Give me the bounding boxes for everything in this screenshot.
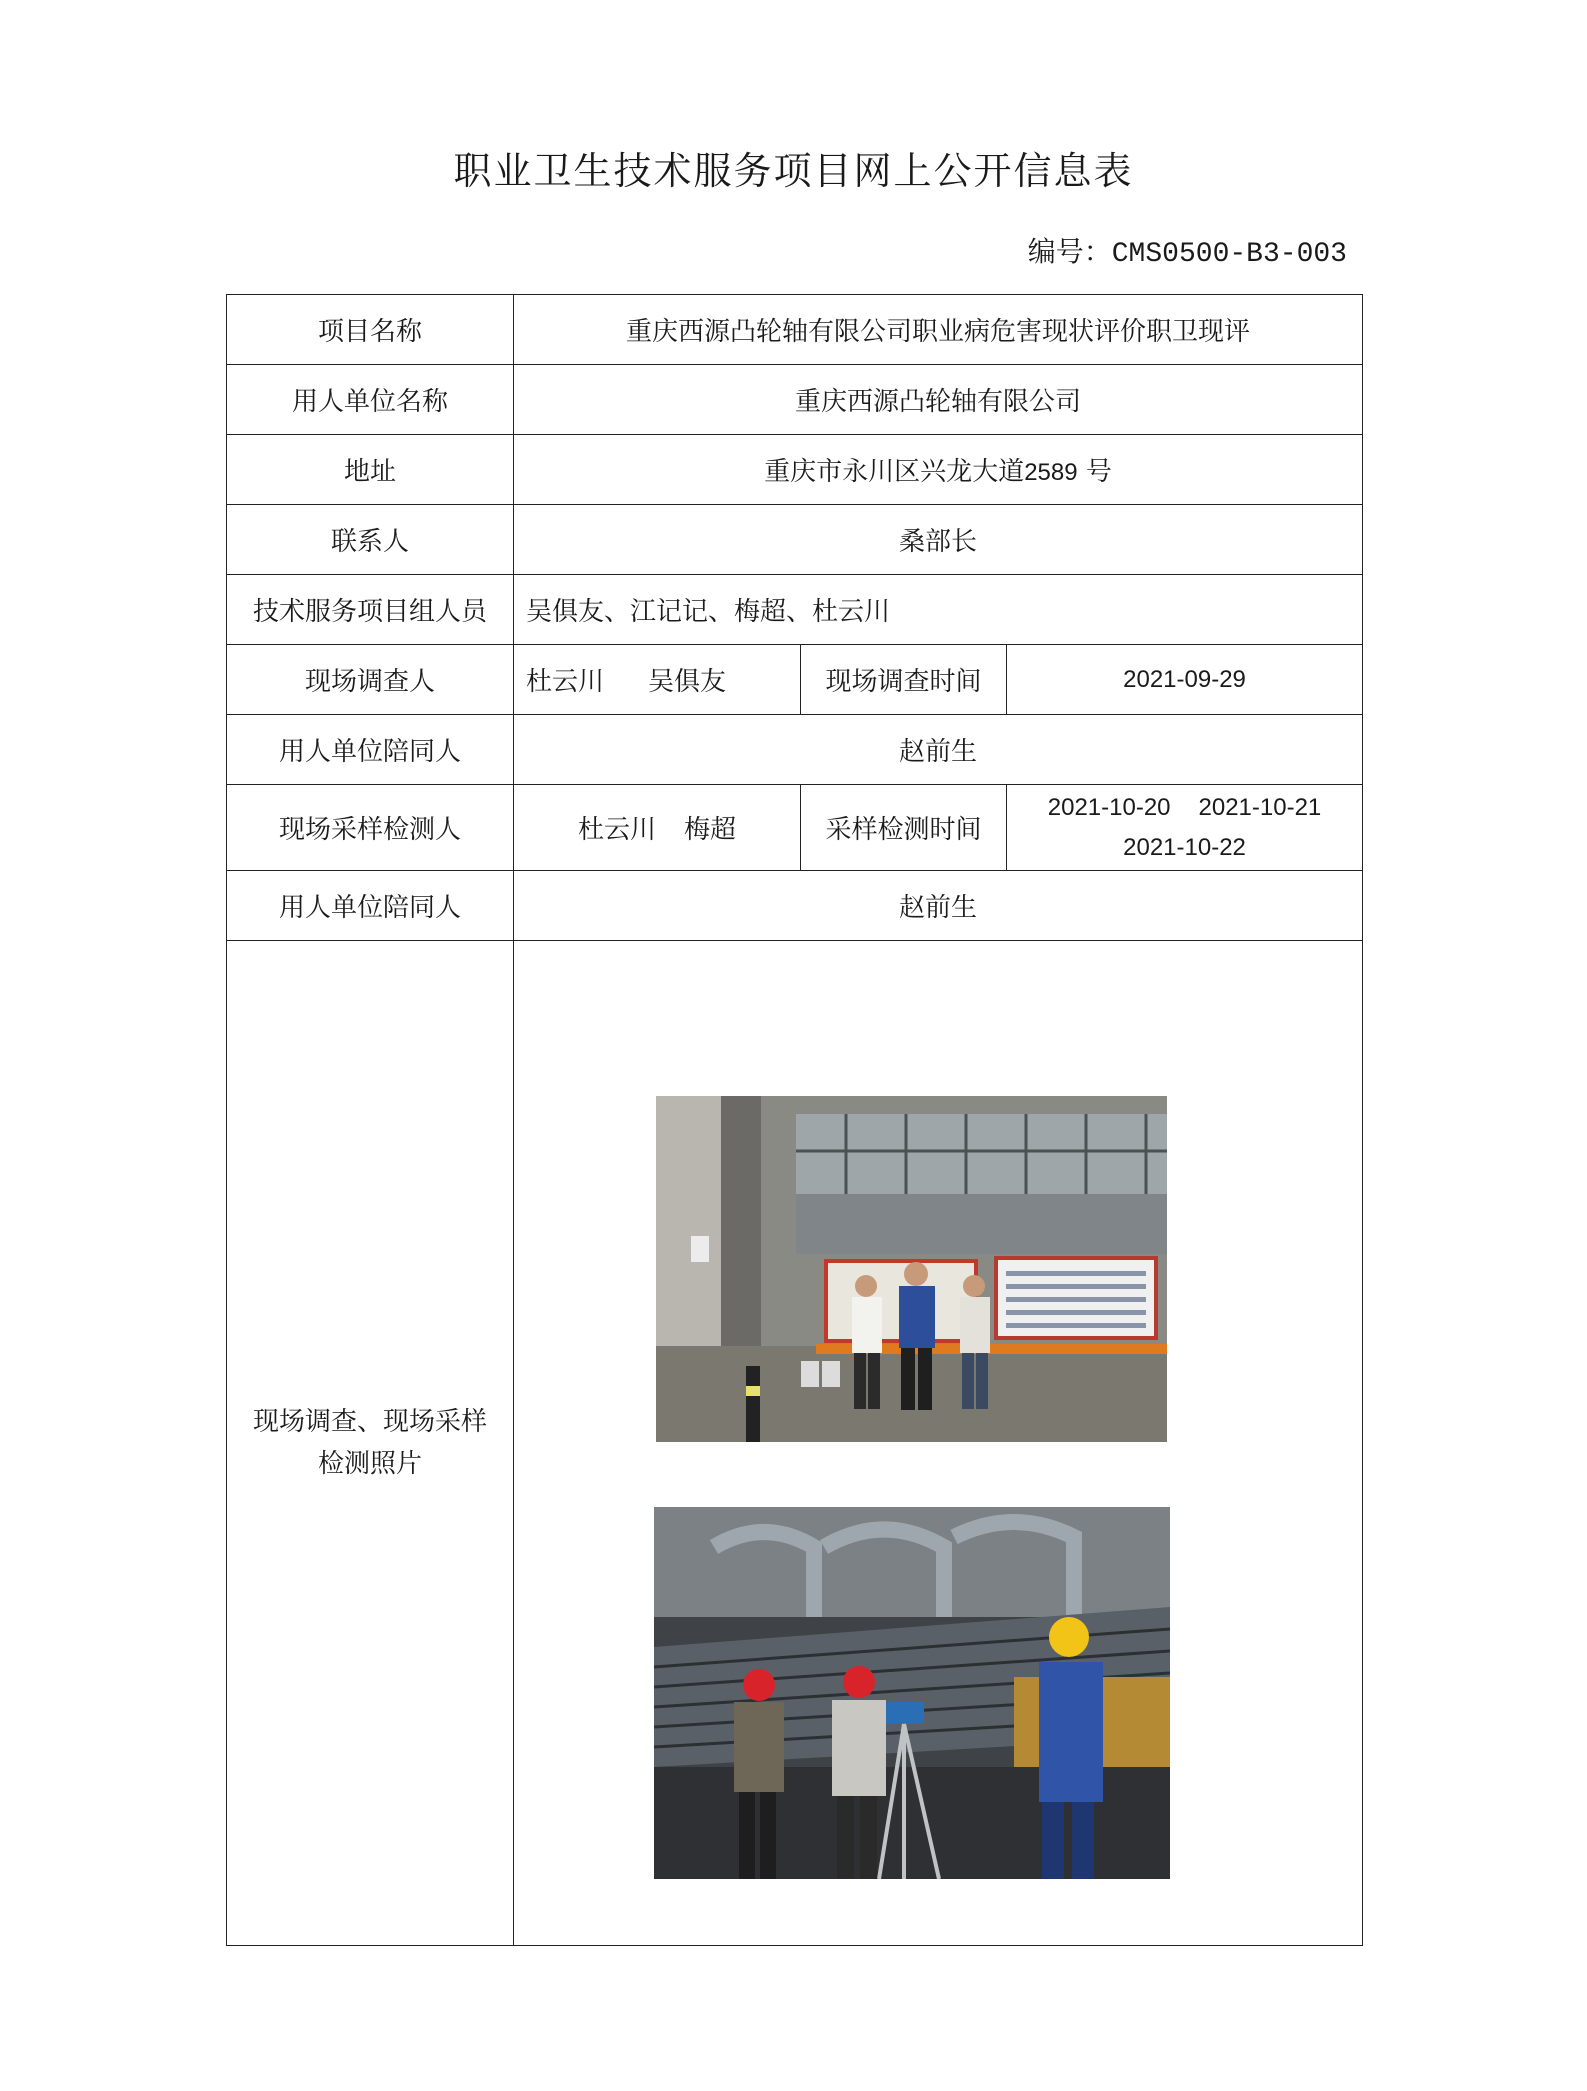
survey-person-1: 杜云川 [526,667,605,697]
survey-person-2: 吴俱友 [648,667,727,697]
escort-2-value: 赵前生 [514,871,1363,941]
doc-no-label: 编号： [1027,235,1112,268]
info-table [226,294,1363,1946]
team-value: 吴俱友、江记记、梅超、杜云川 [514,575,1363,645]
photo-sampling-icon [654,1507,1170,1879]
project-name-value: 重庆西源凸轮轴有限公司职业病危害现状评价职卫现评 [514,295,1363,365]
row-photos [227,941,1363,1946]
row-address [227,435,1363,505]
sampling-persons [514,785,801,871]
photos-area [514,941,1362,1945]
address-text: 重庆市永川区兴龙大道 [764,457,1025,487]
sampling-date-2: 2021-10-21 [1198,793,1322,821]
photo-survey-icon [656,1096,1167,1442]
row-sampling [227,785,1363,871]
escort-1-label: 用人单位陪同人 [227,715,514,785]
escort-2-label: 用人单位陪同人 [227,871,514,941]
address-suffix: 号 [1085,457,1112,487]
photo-survey-svg [656,1096,1167,1442]
survey-time-value: 2021-09-29 [1007,645,1363,715]
team-label: 技术服务项目组人员 [227,575,514,645]
escort-1-value: 赵前生 [514,715,1363,785]
photos-cell [514,941,1363,1946]
row-project-name [227,295,1363,365]
address-value [514,435,1363,505]
row-employer-name [227,365,1363,435]
employer-name-value: 重庆西源凸轮轴有限公司 [514,365,1363,435]
page-title: 职业卫生技术服务项目网上公开信息表 [453,149,1134,193]
row-escort-2 [227,871,1363,941]
contact-value: 桑部长 [514,505,1363,575]
sampling-date-1: 2021-10-20 [1047,793,1171,821]
row-contact [227,505,1363,575]
survey-persons [514,645,801,715]
survey-label: 现场调查人 [227,645,514,715]
sampling-person-2: 梅超 [684,815,737,845]
project-name-label: 项目名称 [227,295,514,365]
doc-no-value: CMS0500-B3-003 [1111,239,1347,270]
photos-label-line-1: 现场调查、现场采样 [252,1407,487,1437]
sampling-time-label: 采样检测时间 [801,785,1007,871]
photo-sampling-svg [654,1507,1170,1879]
sampling-dates [1007,785,1363,871]
contact-label: 联系人 [227,505,514,575]
row-survey [227,645,1363,715]
document-number [1028,230,1347,270]
sampling-date-3: 2021-10-22 [1123,833,1246,861]
employer-name-label: 用人单位名称 [227,365,514,435]
address-label: 地址 [227,435,514,505]
survey-time-label: 现场调查时间 [801,645,1007,715]
row-escort-1 [227,715,1363,785]
photos-label-line-2: 检测照片 [317,1449,422,1479]
sampling-person-1: 杜云川 [577,815,656,845]
photos-label [227,941,514,1946]
address-number: 2589 [1024,459,1078,486]
sampling-label: 现场采样检测人 [227,785,514,871]
row-team [227,575,1363,645]
